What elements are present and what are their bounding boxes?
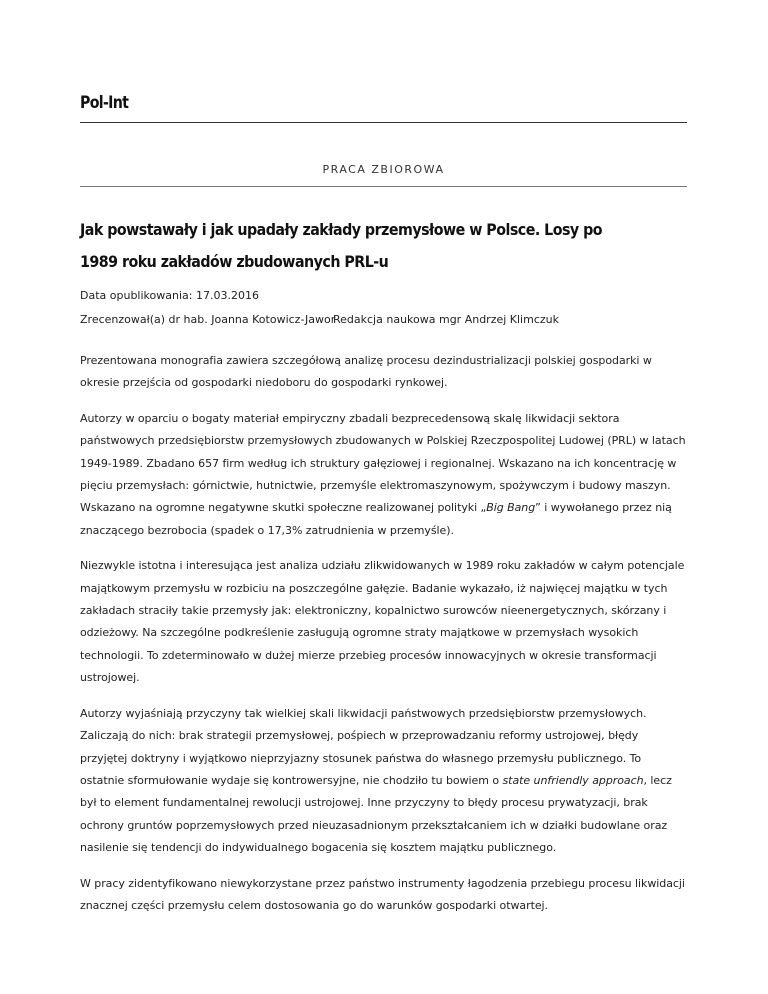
article-title: Jak powstawały i jak upadały zakłady przemysłowe w Polsce. Losy po 1989 roku zakładów zbudowanych PRL-u xyxy=(80,220,603,271)
paragraph-4 xyxy=(80,703,687,860)
paragraph-3: Niezwykle istotna i interesująca jest analiza udziału zlikwidowanych w 1989 roku zakładów w całym potencjale majątkowym przemysłu w rozbiciu na poszczególne gałęzie. Badanie wykazało, iż najwięcej majątku w tych zakładach straciły takie przemysły jak: elektroniczny, kopalnictwo surowców nieenergetycznych, skórzany i odzieżowy. Na szczególne podkreślenie zasługują ogromne straty majątkowe w przemysłach wysokich technologii. To zdeterminowało w dużej mierze przebieg procesów innowacyjnych w okresie transformacji ustrojowej. xyxy=(80,559,685,685)
paragraph-4-text-b: , lecz był to element fundamentalnej rewolucji ustrojowej. Inne przyczyny to błędy procesu prywatyzacji, brak ochrony gruntów poprzemysłowych przed nieuzasadnionym przekształcaniem ich w działki budowlane oraz nasilenie się tendencji do indywidualnego bogacenia się kosztem majątku publicznego. xyxy=(80,773,672,855)
category-label: PRACA ZBIOROWA xyxy=(322,163,445,176)
reviewer: Zrecenzował(a) dr hab. Joanna Kotowicz-Jawor xyxy=(80,313,336,326)
paragraph-5: W pracy zidentyfikowano niewykorzystane przez państwo instrumenty łagodzenia przebiegu procesu likwidacji znacznej części przemysłu celem dostosowania go do warunków gospodarki otwartej. xyxy=(80,876,685,912)
credits-row xyxy=(80,313,687,326)
article-body xyxy=(80,350,687,930)
state-unfriendly-term: state unfriendly approach xyxy=(502,773,644,787)
paragraph-2 xyxy=(80,408,687,542)
header-divider xyxy=(80,122,687,123)
publication-date: Data opublikowania: 17.03.2016 xyxy=(80,289,259,302)
paragraph-2-text-a: Autorzy w oparciu o bogaty materiał empiryczny zbadali bezprecedensową skalę likwidacji sektora państwowych przedsiębiorstw przemysłowych zbudowanych w Polskiej Rzeczpospolitej Ludowej (PRL) w latach 1949-1989. Zbadano 657 firm według ich struktury gałęziowej i regionalnej. Wskazano na ich koncentrację w pięciu przemysłach: górnictwie, hutnictwie, przemyśle elektromaszynowym, spożywczym i budowy maszyn. Wskazano na ogromne negatywne skutki społeczne realizowanej polityki „ xyxy=(80,411,686,515)
paragraph-2-text-b: ” i wywołanego przez nią znaczącego bezrobocia (spadek o 17,3% zatrudnienia w przemyśle). xyxy=(80,501,672,537)
site-title[interactable]: Pol-Int xyxy=(80,93,129,112)
paragraph-4-text-a: Autorzy wyjaśniają przyczyny tak wielkiej skali likwidacji państwowych przedsiębiorstw przemysłowych. Zaliczają do nich: brak strategii przemysłowej, pośpiech w przeprowadzaniu reformy ustrojowej, błędy przyjętej doktryny i wyjątkowo nieprzyjazny stosunek państwa do własnego przemysłu publicznego. To ostatnie sformułowanie wydaje się kontrowersyjne, nie chodziło tu bowiem o xyxy=(80,706,647,787)
scientific-editor: Redakcja naukowa mgr Andrzej Klimczuk xyxy=(333,313,559,326)
category-divider xyxy=(80,186,687,187)
paragraph-1: Prezentowana monografia zawiera szczegółową analizę procesu dezindustrializacji polskiej gospodarki w okresie przejścia od gospodarki niedoboru do gospodarki rynkowej. xyxy=(80,354,652,390)
big-bang-term: Big Bang xyxy=(486,501,536,515)
